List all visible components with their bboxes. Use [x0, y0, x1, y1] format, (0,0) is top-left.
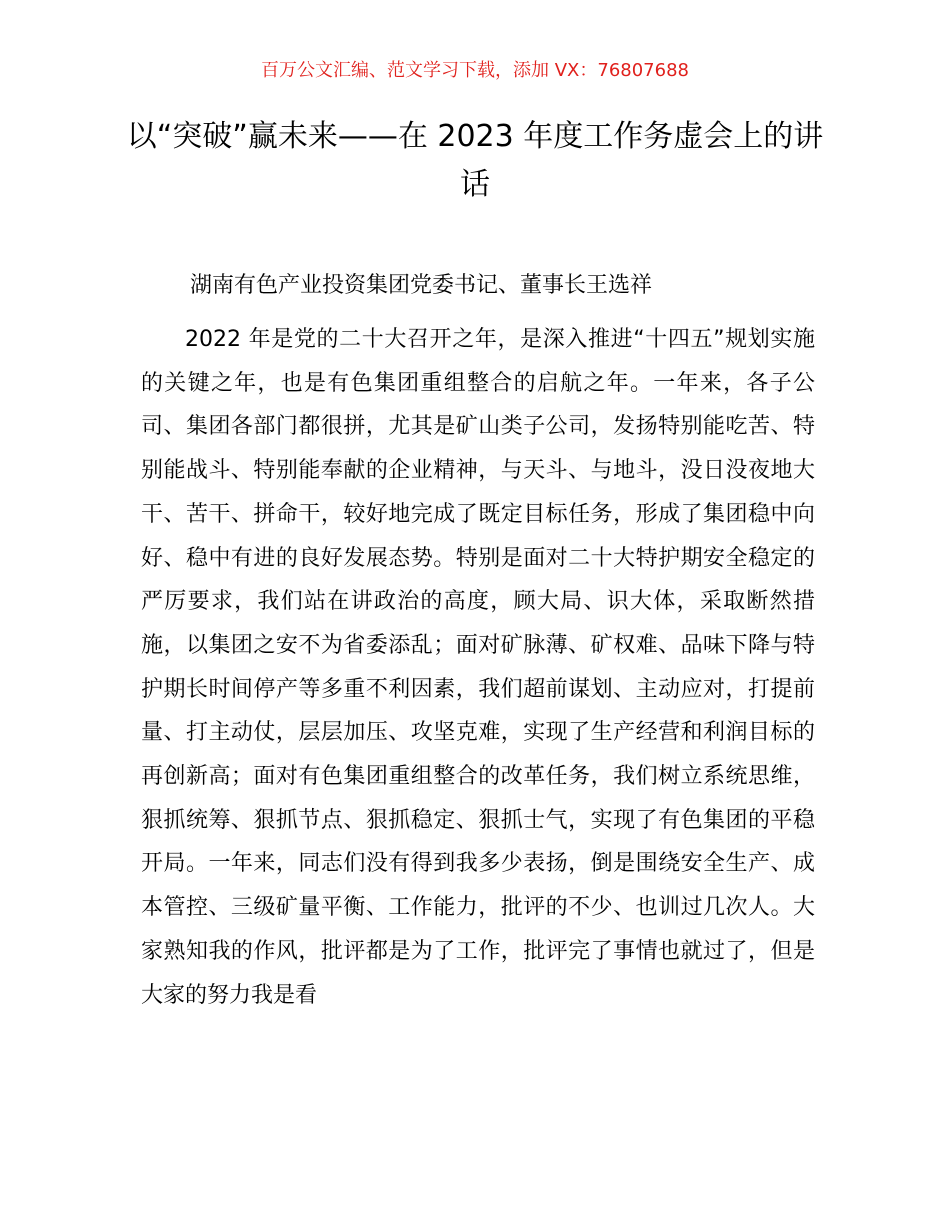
author-line: 湖南有色产业投资集团党委书记、董事长王选祥 — [190, 273, 653, 298]
header-watermark-note: 百万公文汇编、范文学习下载，添加 VX：76807688 — [261, 60, 689, 81]
document-title: 以“突破”赢未来——在 2023 年度工作务虚会上的讲话 — [126, 119, 824, 202]
body-paragraph: 2022 年是党的二十大召开之年，是深入推进“十四五”规划实施的关键之年，也是有色集团重组整合的启航之年。一年来，各子公司、集团各部门都很拼，尤其是矿山类子公司，发扬特别能吃苦、特别能战斗、特别能奉献的企业精神，与天斗、与地斗，没日没夜地大干、苦干、拼命干，较好地完成了既定目标任务，形成了集团稳中向好、稳中有进的良好发展态势。特别是面对二十大特护期安全稳定的严厉要求，我们站在讲政治的高度，顾大局、识大体，采取断然措施，以集团之安不为省委添乱；面对矿脉薄、矿权难、品味下降与特护期长时间停产等多重不利因素，我们超前谋划、主动应对，打提前量、打主动仗，层层加压、攻坚克难，实现了生产经营和利润目标的再创新高；面对有色集团重组整合的改革任务，我们树立系统思维，狠抓统筹、狠抓节点、狠抓稳定、狠抓士气，实现了有色集团的平稳开局。一年来，同志们没有得到我多少表扬，倒是围绕安全生产、成本管控、三级矿量平衡、工作能力，批评的不少、也训过几次人。大家熟知我的作风，批评都是为了工作，批评完了事情也就过了，但是大家的努力我是看 — [141, 327, 815, 1008]
